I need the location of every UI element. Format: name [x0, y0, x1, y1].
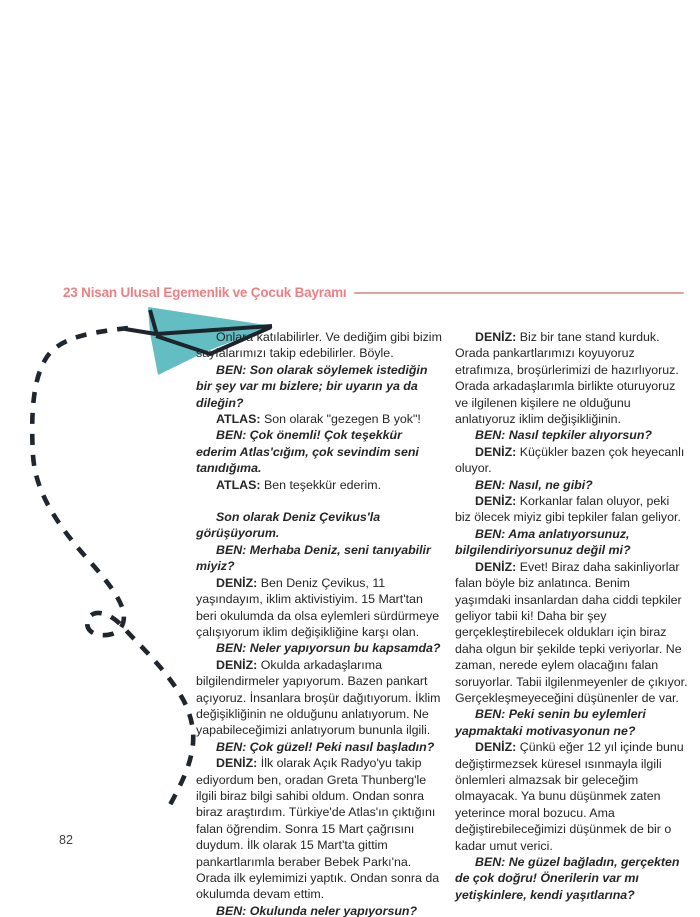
paragraph-question: BEN: Ne güzel bağladın, gerçekten de çok doğru! Önerilerin var mı yetişkinlere, kendi yaşıtlarına?	[455, 855, 680, 902]
speaker-label: DENİZ:	[216, 756, 261, 771]
speaker-label: BEN:	[475, 526, 509, 541]
speaker-label: ATLAS:	[216, 477, 264, 492]
paragraph-question: BEN: Merhaba Deniz, seni tanıyabilir miyiz?	[196, 542, 431, 574]
chapter-title: 23 Nisan Ulusal Egemenlik ve Çocuk Bayramı	[63, 285, 347, 300]
paragraph-question: BEN: Peki senin bu eylemleri yapmaktaki motivasyonun ne?	[455, 707, 646, 738]
paragraph-answer: DENİZ: Çünkü eğer 12 yıl içinde bunu değiştirmezsek küresel ısınmayla ilgili önlemleri almazsak bir geleceğim olmayacak. Ya bunu düşünmek zaten yeterince moral bozucu. Ama değiştirebileceğimizi düşünmek de bir o kadar umut verici.	[455, 740, 684, 853]
paragraph-answer: DENİZ: Korkanlar falan oluyor, peki biz ölecek miyiz gibi tepkiler falan geliyor.	[455, 494, 681, 525]
paragraph-question: BEN: Neler yapıyorsun bu kapsamda?	[216, 641, 441, 656]
interview-article	[196, 329, 688, 917]
page-number: 82	[59, 833, 73, 847]
paragraph-question: BEN: Okulunda neler yapıyorsun?	[216, 903, 418, 917]
speaker-label: BEN:	[475, 855, 509, 869]
paragraph-question: BEN: Son olarak söylemek istediğin bir şey var mı bizlere; bir uyarın ya da dileğin?	[196, 362, 428, 410]
speaker-label: BEN:	[216, 903, 250, 917]
paragraph-answer: DENİZ: Küçükler bazen çok heyecanlı oluyor.	[455, 444, 685, 476]
speaker-label: DENİZ:	[475, 444, 520, 459]
speaker-label: BEN:	[216, 641, 250, 656]
paragraph-answer: DENİZ: Biz bir tane stand kurduk. Orada pankartlarımızı koyuyoruz etrafımıza, broşürlerimizi de hazırlıyoruz. Orada arkadaşlarımla birlikte oturuyoruz ve ilgilenen kişilere ne olduğunu anlatıyoruz iklim değişikliğinin.	[455, 330, 679, 427]
paragraph-question: BEN: Çok önemli! Çok teşekkür ederim Atlas'cığım, çok sevindim seni tanıdığıma.	[196, 428, 419, 476]
speaker-label: BEN:	[216, 739, 250, 754]
paragraph-answer: DENİZ: İlk olarak Açık Radyo'yu takip ediyordum ben, oradan Greta Thunberg'le ilgili biraz bilgi sahibi oldum. Ondan sonra biraz araştırdım. Türkiye'de Atlas'ın çıktığını falan öğrendim. Sonra 15 Mart çağrısını duydum. İlk olarak 15 Mart'ta gittim pankartlarımla beraber Bebek Parkı'na. Orada ilk eylemimizi yaptık. Ondan sonra da okulumda devam ettim.	[196, 756, 440, 902]
speaker-label: DENİZ:	[475, 740, 520, 755]
paragraph-intro: Son olarak Deniz Çevikus'la görüşüyorum.	[196, 510, 381, 541]
paragraph-question: BEN: Ama anlatıyorsunuz, bilgilendiriyorsunuz değil mi?	[455, 526, 631, 558]
paragraph-answer: ATLAS: Ben teşekkür ederim.	[216, 477, 382, 492]
paragraph-answer: ATLAS: Son olarak "gezegen B yok"!	[216, 412, 421, 427]
speaker-label: BEN:	[475, 477, 509, 492]
speaker-label: BEN:	[475, 428, 509, 443]
paragraph-answer: DENİZ: Evet! Biraz daha sakinliyorlar falan böyle biz anlatınca. Benim yaşımdaki insanlardan daha ciddi tepkiler geliyor tabii ki! Daha bir şey gerçekleştirebilecek oldukları için biraz daha olgun bir şekilde tepki veriyorlar. Ne zaman, nerede eylem olacağını falan soruyorlar. Tabii ilgilenmeyenler de çıkıyor. Gerçekleşmeyeceğini düşünenler de var.	[455, 559, 688, 705]
speaker-label: BEN:	[475, 707, 509, 722]
dashed-flight-trail	[32, 328, 193, 807]
paragraph-question: BEN: Çok güzel! Peki nasıl başladın?	[216, 739, 435, 754]
article-column-left	[196, 329, 442, 917]
speaker-label: ATLAS:	[216, 412, 264, 427]
speaker-label: DENİZ:	[475, 559, 520, 574]
paragraph-answer: DENİZ: Okulda arkadaşlarıma bilgilendirmeler yapıyorum. Bazen pankart açıyoruz. İnsanlara broşür dağıtıyorum. İklim değişikliğinin ne olduğunu anlatıyorum. Ne yapabileceğimizi anlatıyorum bununla ilgili.	[196, 657, 441, 738]
speaker-label: DENİZ:	[216, 657, 261, 672]
speaker-label: BEN:	[216, 362, 250, 377]
speaker-label: DENİZ:	[475, 330, 520, 344]
paragraph-question: BEN: Nasıl, ne gibi?	[475, 477, 593, 492]
speaker-label: BEN:	[216, 428, 250, 443]
paragraph-narration: Onlara katılabilirler. Ve dediğim gibi bizim sayfalarımızı takip edebilirler. Böyle.	[196, 330, 442, 361]
paragraph-answer: DENİZ: Ben Deniz Çevikus, 11 yaşındayım, iklim aktivistiyim. 15 Mart'tan beri okulumda da olsa eylemleri sürdürmeye çalışıyorum iklim değişikliğine karşı olan.	[196, 575, 440, 639]
article-column-right	[455, 329, 688, 917]
header-rule	[354, 292, 684, 294]
speaker-label: DENİZ:	[216, 575, 261, 590]
speaker-label: DENİZ:	[475, 494, 520, 509]
speaker-label: BEN:	[216, 542, 250, 557]
paragraph-question: BEN: Nasıl tepkiler alıyorsun?	[475, 428, 652, 443]
